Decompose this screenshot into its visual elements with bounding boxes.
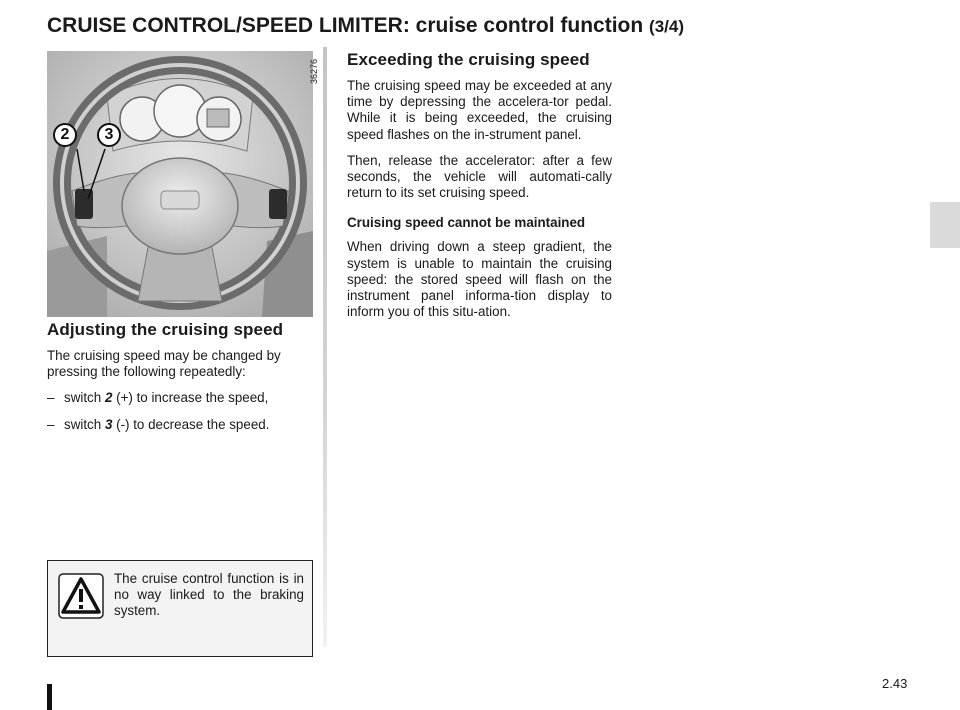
list-dash: – [47, 390, 55, 406]
cannot-maintain-heading: Cruising speed cannot be maintained [347, 215, 586, 231]
warning-text: The cruise control function is in no way linked to the braking system. [114, 571, 304, 619]
list-item [47, 417, 313, 433]
adjusting-speed-intro: The cruising speed may be changed by pressing the following repeatedly: [47, 348, 281, 380]
warning-triangle-icon [58, 573, 104, 619]
switch-number: 2 [104, 390, 113, 406]
list-item-suffix: (-) to decrease the speed. [112, 416, 270, 432]
page-title-text: CRUISE CONTROL/SPEED LIMITER: cruise control function [47, 14, 644, 37]
exceeding-speed-heading: Exceeding the cruising speed [347, 50, 590, 69]
page-title [47, 14, 684, 38]
instrument-cluster [107, 79, 253, 152]
left-column [47, 320, 313, 443]
list-dash: – [47, 416, 55, 432]
page-title-part: (3/4) [649, 17, 685, 36]
list-item-suffix: (+) to increase the speed, [112, 390, 269, 406]
steering-wheel-photo [47, 51, 319, 317]
column-divider [323, 47, 327, 647]
steep-gradient-paragraph: When driving down a steep gradient, the system is unable to maintain the cruising speed: the stored speed will flash on the instrument panel informa-tion display to inform you of this situ-ation. [347, 239, 612, 320]
right-column [347, 50, 612, 330]
adjusting-speed-heading: Adjusting the cruising speed [47, 320, 284, 339]
list-item-text [64, 390, 268, 406]
callout-3: 3 [97, 123, 121, 147]
list-item-prefix: switch [64, 390, 105, 406]
page-number: 2.43 [882, 676, 908, 691]
list-item-prefix: switch [64, 416, 105, 432]
chapter-tab [930, 202, 960, 248]
switch-number: 3 [104, 416, 113, 432]
list-item-text [64, 417, 269, 433]
figure-reference-number: 36276 [309, 59, 319, 85]
callout-2: 2 [53, 123, 77, 147]
exceeding-speed-paragraph: The cruising speed may be exceeded at any time by depressing the accelera-tor pedal. While it is being exceeded, the cruising speed flashes on the in-strument panel. [347, 78, 612, 142]
release-accelerator-paragraph: Then, release the accelerator: after a few seconds, the vehicle will automati-cally return to its set cruising speed. [347, 152, 612, 201]
list-item [47, 390, 313, 406]
corner-mark [47, 684, 52, 710]
steering-wheel-illustration [47, 51, 313, 317]
warning-box [47, 560, 313, 657]
